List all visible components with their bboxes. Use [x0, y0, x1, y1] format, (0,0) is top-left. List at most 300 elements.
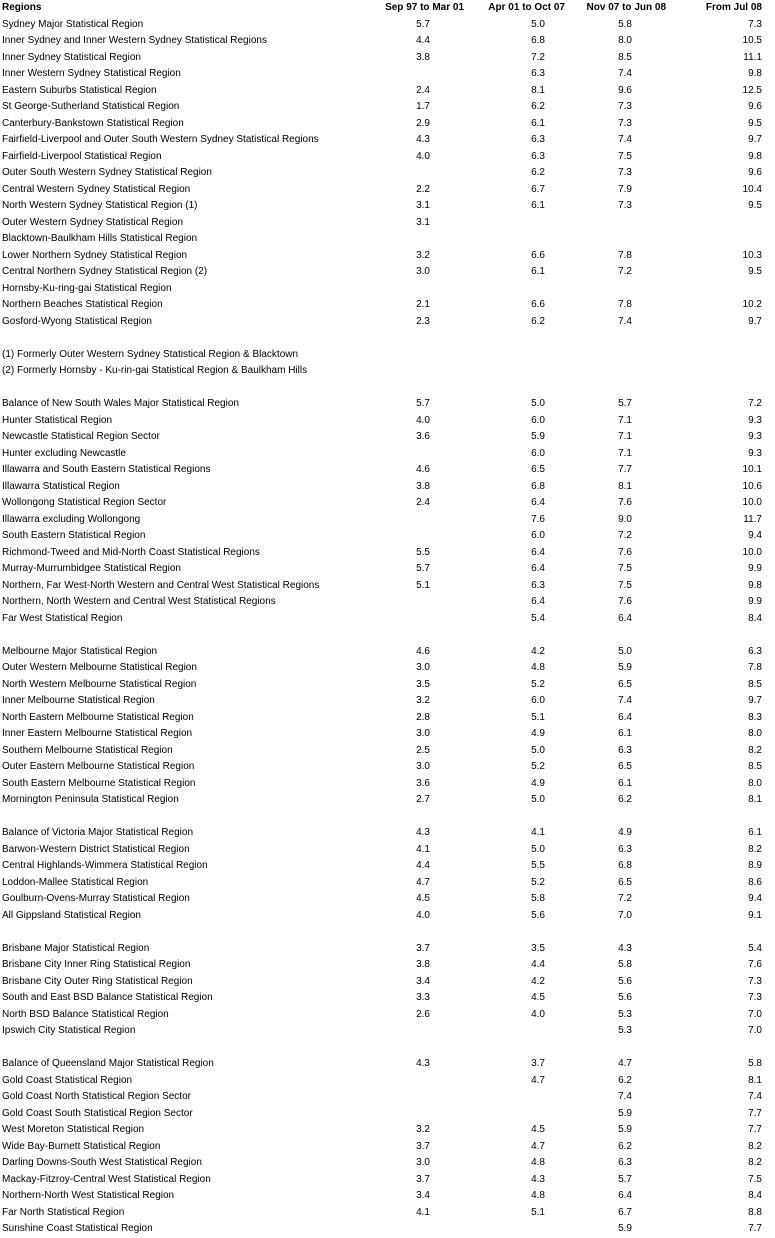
- value-nov07-jun08: 6.7: [618, 1206, 632, 1218]
- value-nov07-jun08: 5.8: [618, 18, 632, 30]
- value-nov07-jun08: 7.2: [618, 530, 632, 541]
- region-label: Lower Northern Sydney Statistical Region: [2, 249, 188, 261]
- value-nov07-jun08: 6.4: [618, 711, 632, 723]
- table-row: [0, 281, 775, 298]
- value-from-jul08: 7.5: [748, 1173, 762, 1185]
- region-label: Inner Sydney Statistical Region: [2, 51, 141, 63]
- header-apr01-oct07: Apr 01 to Oct 07: [488, 2, 565, 13]
- region-label: Gold Coast Statistical Region: [2, 1074, 133, 1086]
- blank-row: [0, 924, 775, 941]
- value-from-jul08: 7.7: [748, 1124, 762, 1135]
- value-sep97-mar01: 4.0: [416, 150, 430, 162]
- value-apr01-oct07: 6.0: [531, 695, 545, 706]
- table-row: [0, 1139, 775, 1156]
- value-nov07-jun08: 6.1: [618, 777, 632, 789]
- value-apr01-oct07: 5.0: [531, 398, 545, 409]
- value-from-jul08: 9.6: [748, 167, 762, 178]
- value-from-jul08: 9.7: [748, 134, 762, 145]
- table-row: [0, 561, 775, 578]
- value-nov07-jun08: 6.3: [618, 843, 632, 855]
- table-row: [0, 215, 775, 232]
- value-nov07-jun08: 6.8: [618, 860, 632, 871]
- value-apr01-oct07: 5.8: [531, 893, 545, 904]
- value-from-jul08: 7.6: [748, 959, 762, 970]
- value-from-jul08: 8.2: [748, 744, 762, 756]
- value-from-jul08: 8.1: [748, 1074, 762, 1086]
- value-sep97-mar01: 2.4: [416, 497, 430, 508]
- value-nov07-jun08: 4.7: [618, 1058, 632, 1069]
- value-from-jul08: 9.6: [748, 101, 762, 112]
- value-apr01-oct07: 7.2: [531, 51, 545, 63]
- value-apr01-oct07: 4.7: [531, 1140, 545, 1152]
- region-label: Ipswich City Statistical Region: [2, 1025, 136, 1036]
- table-row: [0, 677, 775, 694]
- value-from-jul08: 9.7: [748, 695, 762, 706]
- region-label: All Gippsland Statistical Region: [2, 909, 141, 921]
- value-sep97-mar01: 3.7: [416, 1173, 430, 1185]
- value-nov07-jun08: 7.1: [618, 431, 632, 442]
- value-nov07-jun08: 7.5: [618, 150, 632, 162]
- table-row: [0, 165, 775, 182]
- region-label: Outer South Western Sydney Statistical Region: [2, 167, 212, 178]
- region-label: Northern Beaches Statistical Region: [2, 299, 163, 310]
- table-row: [0, 66, 775, 83]
- value-from-jul08: 7.4: [748, 1091, 762, 1102]
- value-from-jul08: 9.8: [748, 579, 762, 591]
- region-label: Loddon-Mallee Statistical Region: [2, 876, 149, 888]
- value-from-jul08: 11.7: [743, 513, 762, 525]
- value-from-jul08: 9.5: [748, 200, 762, 211]
- value-from-jul08: 7.3: [748, 18, 762, 30]
- region-label: Outer Western Melbourne Statistical Region: [2, 662, 197, 673]
- value-sep97-mar01: 2.5: [416, 744, 430, 756]
- table-row: [0, 446, 775, 463]
- value-apr01-oct07: 6.4: [531, 563, 545, 574]
- value-sep97-mar01: 3.0: [416, 728, 430, 739]
- table-row: [0, 396, 775, 413]
- value-from-jul08: 8.5: [748, 761, 762, 772]
- value-apr01-oct07: 3.7: [531, 1058, 545, 1069]
- table-row: [0, 132, 775, 149]
- table-row: [0, 1122, 775, 1139]
- region-label: Canterbury-Bankstown Statistical Region: [2, 117, 184, 129]
- table-row: [0, 660, 775, 677]
- region-label: Hunter Statistical Region: [2, 414, 113, 426]
- value-from-jul08: 5.4: [748, 942, 762, 954]
- value-sep97-mar01: 4.3: [416, 134, 430, 145]
- value-nov07-jun08: 8.1: [618, 480, 632, 492]
- value-from-jul08: 8.2: [748, 1157, 762, 1168]
- value-apr01-oct07: 8.1: [531, 84, 545, 96]
- region-label: Central Highlands-Wimmera Statistical Region: [2, 860, 208, 871]
- table-row: [0, 759, 775, 776]
- region-label: Far West Statistical Region: [2, 612, 123, 624]
- value-sep97-mar01: 3.4: [416, 975, 430, 987]
- value-apr01-oct07: 4.8: [531, 1157, 545, 1168]
- region-label: Balance of Victoria Major Statistical Region: [2, 827, 194, 838]
- region-label: Far North Statistical Region: [2, 1206, 125, 1218]
- value-from-jul08: 9.4: [748, 893, 762, 904]
- region-label: North Western Melbourne Statistical Region: [2, 678, 197, 690]
- value-nov07-jun08: 6.5: [618, 876, 632, 888]
- value-nov07-jun08: 5.9: [618, 1107, 632, 1119]
- region-label: Inner Eastern Melbourne Statistical Region: [2, 728, 193, 739]
- value-nov07-jun08: 7.1: [618, 414, 632, 426]
- table-row: [0, 462, 775, 479]
- value-sep97-mar01: 2.6: [416, 1008, 430, 1020]
- value-nov07-jun08: 4.9: [618, 827, 632, 838]
- table-row: [0, 429, 775, 446]
- value-sep97-mar01: 3.8: [416, 51, 430, 63]
- value-nov07-jun08: 7.6: [618, 497, 632, 508]
- value-sep97-mar01: 3.2: [416, 249, 430, 261]
- value-apr01-oct07: 5.0: [531, 18, 545, 30]
- value-sep97-mar01: 4.6: [416, 464, 430, 475]
- value-from-jul08: 8.2: [748, 843, 762, 855]
- table-row: [0, 116, 775, 133]
- region-label: Sydney Major Statistical Region: [2, 18, 144, 30]
- table-row: [0, 1205, 775, 1222]
- value-sep97-mar01: 2.7: [416, 794, 430, 805]
- value-sep97-mar01: 4.6: [416, 645, 430, 657]
- value-apr01-oct07: 6.5: [531, 464, 545, 475]
- value-from-jul08: 9.5: [748, 117, 762, 129]
- value-nov07-jun08: 7.0: [618, 909, 632, 921]
- table-row: [0, 413, 775, 430]
- table-row: [0, 495, 775, 512]
- value-apr01-oct07: 4.8: [531, 662, 545, 673]
- value-apr01-oct07: 5.1: [531, 1206, 545, 1218]
- table-row: [0, 1172, 775, 1189]
- value-nov07-jun08: 7.3: [618, 200, 632, 211]
- value-sep97-mar01: 3.3: [416, 992, 430, 1003]
- table-row: [0, 17, 775, 34]
- value-apr01-oct07: 6.0: [531, 530, 545, 541]
- table-row: [0, 743, 775, 760]
- value-nov07-jun08: 5.6: [618, 992, 632, 1003]
- value-sep97-mar01: 2.3: [416, 315, 430, 327]
- region-label: Mornington Peninsula Statistical Region: [2, 794, 179, 805]
- value-nov07-jun08: 9.6: [618, 84, 632, 96]
- value-nov07-jun08: 5.3: [618, 1008, 632, 1020]
- value-nov07-jun08: 7.2: [618, 266, 632, 277]
- value-from-jul08: 7.7: [748, 1107, 762, 1119]
- region-label: Illawarra and South Eastern Statistical Regions: [2, 464, 211, 475]
- region-label: Balance of New South Wales Major Statistical Region: [2, 398, 239, 409]
- value-from-jul08: 9.3: [748, 447, 762, 459]
- value-from-jul08: 8.0: [748, 777, 762, 789]
- table-row: [0, 1073, 775, 1090]
- value-sep97-mar01: 3.6: [416, 777, 430, 789]
- value-apr01-oct07: 6.1: [531, 117, 545, 129]
- table-row: [0, 231, 775, 248]
- value-nov07-jun08: 6.2: [618, 1140, 632, 1152]
- value-apr01-oct07: 6.6: [531, 249, 545, 261]
- value-apr01-oct07: 6.3: [531, 150, 545, 162]
- table-body: [0, 17, 775, 1238]
- value-nov07-jun08: 7.5: [618, 563, 632, 574]
- table-row: [0, 825, 775, 842]
- value-from-jul08: 7.0: [748, 1025, 762, 1036]
- value-from-jul08: 10.1: [742, 464, 762, 475]
- value-nov07-jun08: 6.5: [618, 761, 632, 772]
- region-label: Murray-Murrumbidgee Statistical Region: [2, 563, 181, 574]
- value-sep97-mar01: 4.3: [416, 1058, 430, 1069]
- value-sep97-mar01: 2.1: [416, 299, 430, 310]
- value-nov07-jun08: 6.1: [618, 728, 632, 739]
- region-label: Melbourne Major Statistical Region: [2, 645, 158, 657]
- region-label: South and East BSD Balance Statistical Region: [2, 992, 213, 1003]
- value-sep97-mar01: 2.9: [416, 117, 430, 129]
- table-row: [0, 858, 775, 875]
- value-apr01-oct07: 6.0: [531, 447, 545, 459]
- region-label: Northern, North Western and Central West Statistical Regions: [2, 596, 276, 607]
- value-apr01-oct07: 4.8: [531, 1190, 545, 1201]
- table-row: [0, 776, 775, 793]
- region-label: Illawarra Statistical Region: [2, 480, 120, 492]
- value-apr01-oct07: 5.9: [531, 431, 545, 442]
- value-from-jul08: 8.6: [748, 876, 762, 888]
- value-sep97-mar01: 4.7: [416, 876, 430, 888]
- value-sep97-mar01: 4.1: [416, 1206, 430, 1218]
- value-from-jul08: 9.4: [748, 530, 762, 541]
- value-nov07-jun08: 6.4: [618, 612, 632, 624]
- value-nov07-jun08: 7.4: [618, 134, 632, 145]
- table-row: [0, 248, 775, 265]
- value-from-jul08: 8.0: [748, 728, 762, 739]
- region-label: Hornsby-Ku-ring-gai Statistical Region: [2, 282, 172, 294]
- value-from-jul08: 10.2: [742, 299, 762, 310]
- value-from-jul08: 9.5: [748, 266, 762, 277]
- region-label: Darling Downs-South West Statistical Region: [2, 1157, 202, 1168]
- region-label: Fairfield-Liverpool and Outer South Western Sydney Statistical Regions: [2, 134, 319, 145]
- value-from-jul08: 10.4: [742, 183, 762, 195]
- value-nov07-jun08: 7.3: [618, 167, 632, 178]
- header-row: [0, 0, 775, 17]
- value-apr01-oct07: 5.0: [531, 843, 545, 855]
- table-row: [0, 198, 775, 215]
- value-nov07-jun08: 7.9: [618, 183, 632, 195]
- value-sep97-mar01: 4.5: [416, 893, 430, 904]
- value-sep97-mar01: 5.7: [416, 398, 430, 409]
- value-sep97-mar01: 4.0: [416, 909, 430, 921]
- region-label: Inner Sydney and Inner Western Sydney Statistical Regions: [2, 35, 267, 46]
- value-from-jul08: 10.0: [742, 546, 762, 558]
- header-regions: Regions: [2, 2, 42, 13]
- region-label: Fairfield-Liverpool Statistical Region: [2, 150, 162, 162]
- region-label: Illawarra excluding Wollongong: [2, 513, 141, 525]
- value-sep97-mar01: 5.7: [416, 563, 430, 574]
- table-row: [0, 594, 775, 611]
- value-apr01-oct07: 6.3: [531, 68, 545, 79]
- region-label: South Eastern Melbourne Statistical Region: [2, 777, 196, 789]
- region-label: Brisbane City Outer Ring Statistical Region: [2, 975, 193, 987]
- value-from-jul08: 9.1: [748, 909, 762, 921]
- value-apr01-oct07: 4.5: [531, 1124, 545, 1135]
- value-from-jul08: 7.7: [748, 1223, 762, 1234]
- region-label: North Western Sydney Statistical Region (1): [2, 200, 198, 211]
- value-apr01-oct07: 7.6: [531, 513, 545, 525]
- value-apr01-oct07: 5.0: [531, 744, 545, 756]
- value-nov07-jun08: 6.3: [618, 1157, 632, 1168]
- value-sep97-mar01: 3.0: [416, 266, 430, 277]
- value-nov07-jun08: 7.4: [618, 1091, 632, 1102]
- value-from-jul08: 8.4: [748, 612, 762, 624]
- value-sep97-mar01: 5.1: [416, 579, 430, 591]
- value-from-jul08: 9.9: [748, 563, 762, 574]
- region-label: Gold Coast South Statistical Region Sector: [2, 1107, 193, 1119]
- value-from-jul08: 10.0: [742, 497, 762, 508]
- value-apr01-oct07: 6.8: [531, 35, 545, 46]
- region-label: Inner Western Sydney Statistical Region: [2, 68, 181, 79]
- region-label: Brisbane Major Statistical Region: [2, 942, 150, 954]
- region-label: Richmond-Tweed and Mid-North Coast Statistical Regions: [2, 546, 260, 558]
- value-apr01-oct07: 6.2: [531, 315, 545, 327]
- table-row: [0, 50, 775, 67]
- value-sep97-mar01: 2.4: [416, 84, 430, 96]
- table-row: [0, 792, 775, 809]
- value-nov07-jun08: 7.3: [618, 101, 632, 112]
- value-from-jul08: 9.8: [748, 150, 762, 162]
- value-sep97-mar01: 3.8: [416, 480, 430, 492]
- value-sep97-mar01: 4.4: [416, 35, 430, 46]
- value-apr01-oct07: 4.2: [531, 645, 545, 657]
- region-label: Northern, Far West-North Western and Central West Statistical Regions: [2, 579, 320, 591]
- header-nov07-jun08: Nov 07 to Jun 08: [586, 2, 666, 13]
- value-apr01-oct07: 4.0: [531, 1008, 545, 1020]
- table-row: [0, 182, 775, 199]
- table-row: [0, 578, 775, 595]
- value-from-jul08: 8.4: [748, 1190, 762, 1201]
- value-nov07-jun08: 8.0: [618, 35, 632, 46]
- table-row: [0, 1155, 775, 1172]
- value-sep97-mar01: 3.6: [416, 431, 430, 442]
- table-row: [0, 1221, 775, 1238]
- value-from-jul08: 8.5: [748, 678, 762, 690]
- value-apr01-oct07: 6.3: [531, 134, 545, 145]
- value-from-jul08: 7.8: [748, 662, 762, 673]
- table-row: [0, 297, 775, 314]
- table-row: [0, 264, 775, 281]
- value-apr01-oct07: 6.8: [531, 480, 545, 492]
- value-apr01-oct07: 5.2: [531, 876, 545, 888]
- table-row: [0, 33, 775, 50]
- table-row: [0, 347, 775, 364]
- value-apr01-oct07: 6.3: [531, 579, 545, 591]
- value-nov07-jun08: 5.0: [618, 645, 632, 657]
- value-nov07-jun08: 8.5: [618, 51, 632, 63]
- region-label: Gold Coast North Statistical Region Sector: [2, 1091, 191, 1102]
- value-sep97-mar01: 3.5: [416, 678, 430, 690]
- value-sep97-mar01: 3.0: [416, 1157, 430, 1168]
- value-sep97-mar01: 3.8: [416, 959, 430, 970]
- value-nov07-jun08: 9.0: [618, 513, 632, 525]
- value-apr01-oct07: 5.0: [531, 794, 545, 805]
- region-label: Balance of Queensland Major Statistical Region: [2, 1058, 214, 1069]
- value-apr01-oct07: 4.5: [531, 992, 545, 1003]
- region-label: Blacktown-Baulkham Hills Statistical Region: [2, 233, 198, 244]
- value-sep97-mar01: 4.0: [416, 414, 430, 426]
- value-apr01-oct07: 5.2: [531, 761, 545, 772]
- region-label: Southern Melbourne Statistical Region: [2, 744, 173, 756]
- value-apr01-oct07: 6.1: [531, 200, 545, 211]
- value-from-jul08: 7.3: [748, 975, 762, 987]
- value-nov07-jun08: 4.3: [618, 942, 632, 954]
- value-apr01-oct07: 6.4: [531, 497, 545, 508]
- value-apr01-oct07: 6.2: [531, 167, 545, 178]
- table-row: [0, 693, 775, 710]
- value-sep97-mar01: 3.2: [416, 1124, 430, 1135]
- region-label: Sunshine Coast Statistical Region: [2, 1223, 153, 1234]
- table-row: [0, 990, 775, 1007]
- value-from-jul08: 8.1: [748, 794, 762, 805]
- value-apr01-oct07: 4.3: [531, 1173, 545, 1185]
- value-apr01-oct07: 6.7: [531, 183, 545, 195]
- region-label: Barwon-Western District Statistical Region: [2, 843, 190, 855]
- value-from-jul08: 8.2: [748, 1140, 762, 1152]
- value-from-jul08: 10.3: [742, 249, 762, 261]
- value-sep97-mar01: 3.2: [416, 695, 430, 706]
- value-nov07-jun08: 7.7: [618, 464, 632, 475]
- table-row: [0, 1007, 775, 1024]
- value-nov07-jun08: 5.6: [618, 975, 632, 987]
- value-nov07-jun08: 7.6: [618, 546, 632, 558]
- value-from-jul08: 7.2: [748, 398, 762, 409]
- value-from-jul08: 10.6: [742, 480, 762, 492]
- header-sep97-mar01: Sep 97 to Mar 01: [385, 2, 464, 13]
- region-label: Wide Bay-Burnett Statistical Region: [2, 1140, 161, 1152]
- blank-row: [0, 627, 775, 644]
- region-label: Mackay-Fitzroy-Central West Statistical Region: [2, 1173, 211, 1185]
- value-apr01-oct07: 6.2: [531, 101, 545, 112]
- value-sep97-mar01: 3.1: [416, 200, 430, 211]
- value-sep97-mar01: 3.7: [416, 1140, 430, 1152]
- table-row: [0, 1106, 775, 1123]
- value-apr01-oct07: 4.9: [531, 728, 545, 739]
- table-row: [0, 644, 775, 661]
- region-label: North BSD Balance Statistical Region: [2, 1008, 169, 1020]
- value-nov07-jun08: 6.2: [618, 794, 632, 805]
- table-row: [0, 1089, 775, 1106]
- region-label: Outer Western Sydney Statistical Region: [2, 216, 184, 228]
- value-nov07-jun08: 7.8: [618, 249, 632, 261]
- value-from-jul08: 8.3: [748, 711, 762, 723]
- table-row: [0, 875, 775, 892]
- value-nov07-jun08: 7.5: [618, 579, 632, 591]
- region-label: St George-Sutherland Statistical Region: [2, 101, 180, 112]
- table-row: [0, 479, 775, 496]
- table-row: [0, 842, 775, 859]
- value-apr01-oct07: 4.1: [531, 827, 545, 838]
- region-label: Goulburn-Ovens-Murray Statistical Region: [2, 893, 190, 904]
- value-nov07-jun08: 5.7: [618, 1173, 632, 1185]
- value-from-jul08: 9.3: [748, 431, 762, 442]
- value-nov07-jun08: 6.4: [618, 1190, 632, 1201]
- value-sep97-mar01: 5.5: [416, 546, 430, 558]
- region-label: Hunter excluding Newcastle: [2, 447, 126, 459]
- region-label: South Eastern Statistical Region: [2, 530, 146, 541]
- value-from-jul08: 9.3: [748, 414, 762, 426]
- value-nov07-jun08: 5.7: [618, 398, 632, 409]
- value-sep97-mar01: 4.3: [416, 827, 430, 838]
- table-row: [0, 83, 775, 100]
- value-apr01-oct07: 6.1: [531, 266, 545, 277]
- table-row: [0, 363, 775, 380]
- value-from-jul08: 8.8: [748, 1206, 762, 1218]
- value-apr01-oct07: 5.2: [531, 678, 545, 690]
- table-row: [0, 1188, 775, 1205]
- value-nov07-jun08: 5.9: [618, 662, 632, 673]
